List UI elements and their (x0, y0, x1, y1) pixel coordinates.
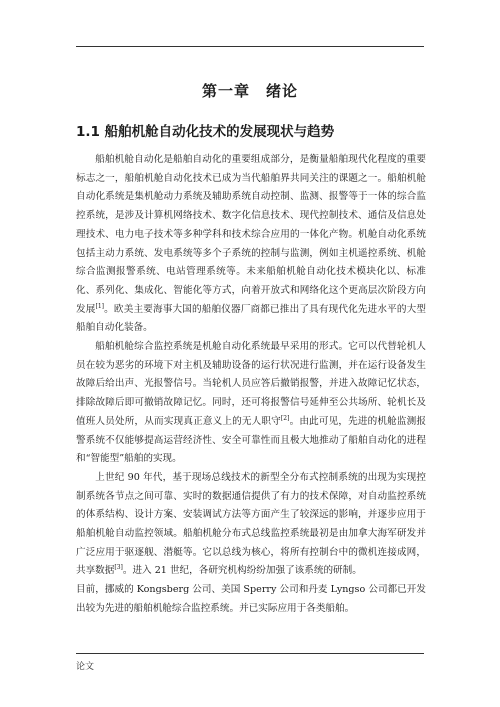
paragraph-3-text: 上世纪 90 年代，基于现场总线技术的新型全分布式控制系统的出现为实现控制系统各节点之间可靠、实时的数据通信提供了有力的技术保障，对自动监控系统的体系结构、设计方案、安装调试方法等方面产生了较深远的影响，并逐步应用于船舶机舱自动监控领域。船舶机舱分布式总线监控系统最初是由加拿大海军研发并广泛应用于驱逐舰、潜艇等。它以总线为核心，将所有控制台中的微机连接成网，共享数据 (76, 471, 426, 577)
paragraph-4: 目前，挪威的 Kongsberg 公司、美国 Sperry 公司和丹麦 Lyngso 公司都已开发出较为先进的船舶机舱综合监控系统。并已实际应用于各类船舶。 (76, 584, 426, 614)
chapter-title: 第一章 绪论 (201, 82, 298, 100)
header-rule (76, 46, 424, 47)
paragraph-1 (76, 151, 426, 338)
paragraph-2 (76, 338, 426, 469)
paragraph-1-text: 船舶机舱自动化是船舶自动化的重要组成部分，是衡量船舶现代化程度的重要标志之一，船舶机舱自动化技术已成为当代船舶界共同关注的课题之一。船舶机舱自动化系统是集机舱动力系统及辅助系统自动控制、监测、报警等于一体的综合监控系统，是涉及计算机网络技术、数字化信息技术、现代控制技术、通信及信息处理技术、电力电子技术等多种学科和技术综合应用的一体化产物。机舱自动化系统包括主动力系统、发电系统等多个子系统的控制与监测，例如主机遥控系统、机舱综合监测报警系统、电站管理系统等。未来船舶机舱自动化技术模块化以、标准化、系列化、集成化、智能化等方式，向着开放式和网络化这个更高层次阶段方向发展 (76, 154, 426, 315)
paragraph-3 (76, 469, 426, 581)
citation-2: [2] (280, 414, 290, 422)
paragraph-2-text: 船舶机舱综合监控系统是机舱自动化系统最早采用的形式。它可以代替轮机人员在较为恶劣的环境下对主机及辅助设备的运行状况进行监测，并在运行设备发生故障后给出声、光报警信号。当轮机人员应答后撤销报警，并进入故障记忆状态，排除故障后即可撤销故障记忆。同时，还可将报警信号延伸至公共场所、轮机长及值班人员处所，从而实现真正意义上的无人职守 (76, 341, 426, 427)
footer-rule (76, 653, 424, 654)
footer-label: 论文 (76, 662, 95, 672)
section-title: 1.1 船舶机舱自动化技术的发展现状与趋势 (76, 124, 335, 140)
body-text (76, 151, 426, 619)
paragraph-2-tail: 。由此可见，先进的机舱监测报警系统不仅能够提高运营经济性、安全可靠性而且极大地推动了船舶自动化的进程和“智能型”船舶的实现。 (76, 415, 427, 465)
citation-1: [1] (95, 302, 105, 310)
paragraph-3-tail: 。进入 21 世纪，各研究机构纷纷加强了该系统的研制。 (122, 565, 362, 577)
citation-3: [3] (114, 564, 123, 572)
paragraph-1-tail: 。欧美主要海事大国的船舶仪器厂商都已推出了具有现代化先进水平的大型船舶自动化装备。 (76, 303, 427, 334)
